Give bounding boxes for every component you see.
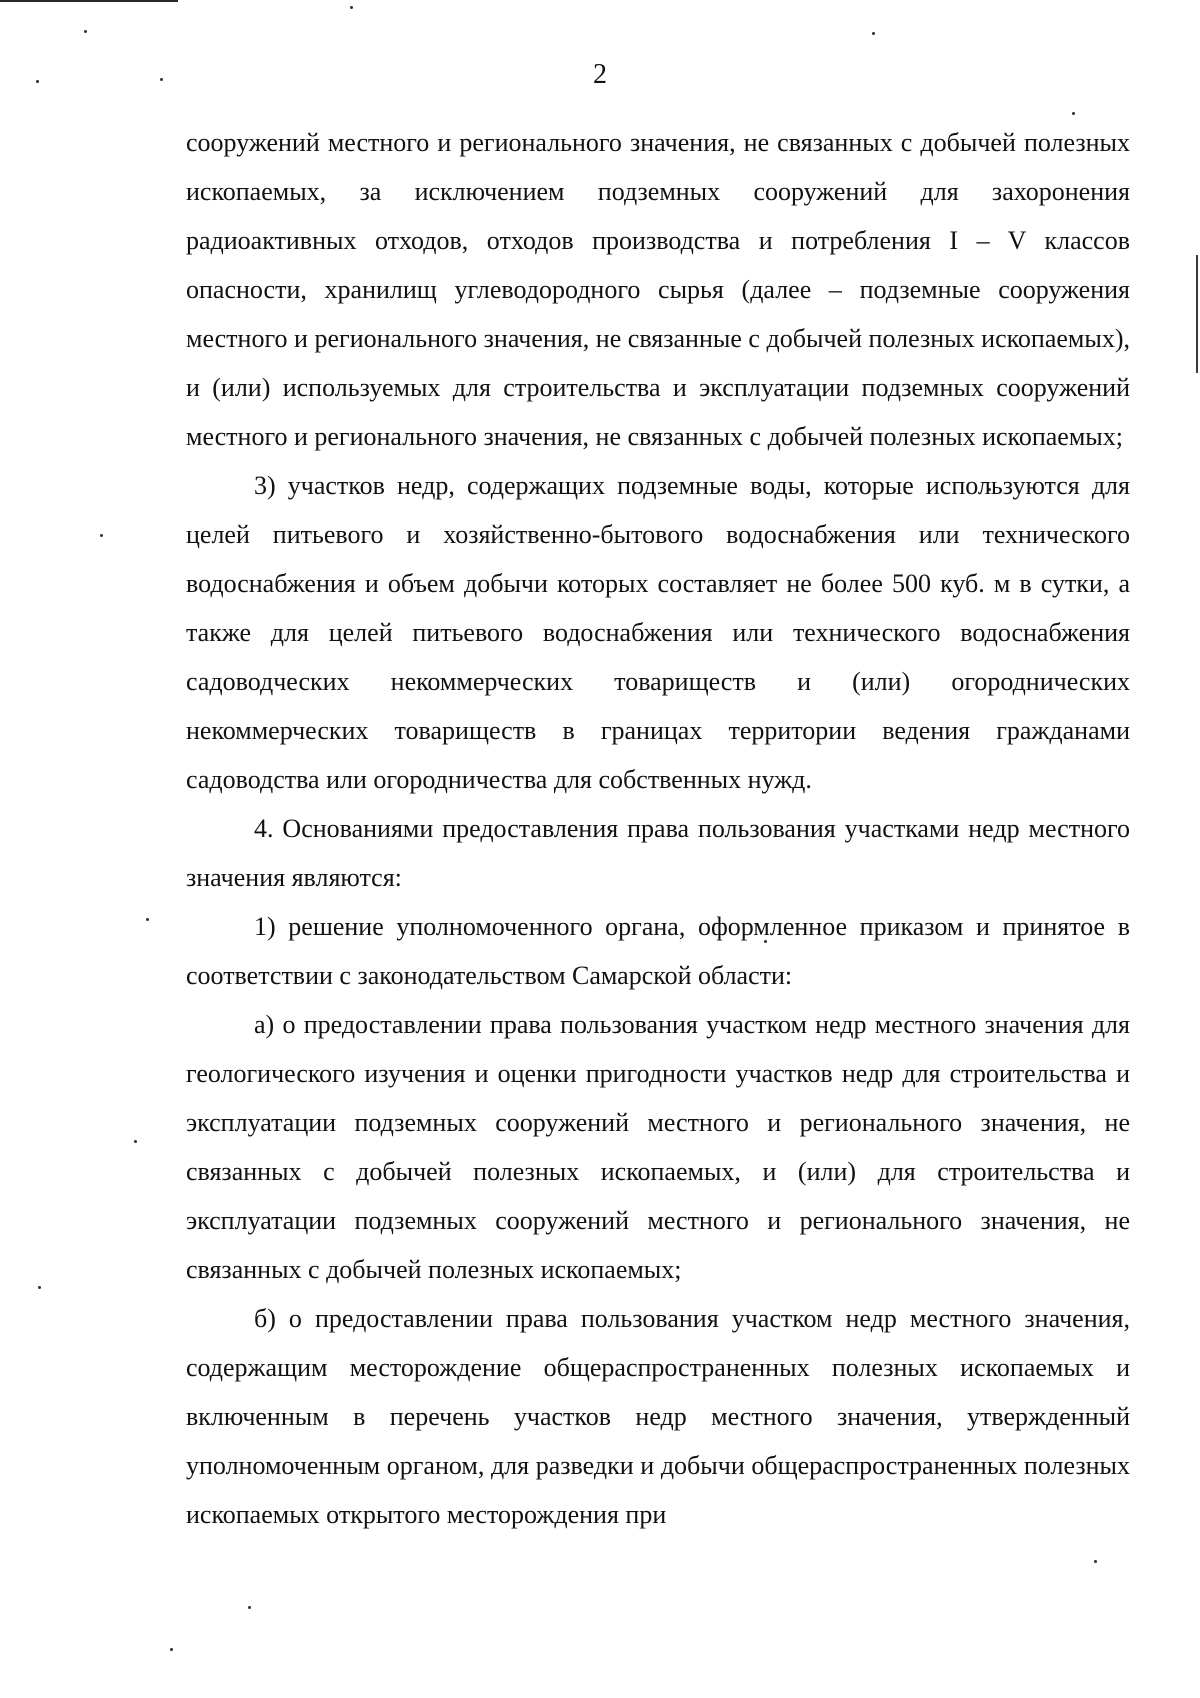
scan-speck <box>38 1286 41 1289</box>
paragraph-subitem-a: а) о предоставлении права пользования участком недр местного значения для геологического изучения и оценки пригодности участков недр для строительства и эксплуатации подземных сооружений местного и регионального значения, не связанных с добычей полезных ископаемых, и (или) для строительства и эксплуатации подземных сооружений местного и регионального значения, не связанных с добычей полезных ископаемых; <box>186 1010 1130 1284</box>
paragraph-item-1: 1) решение уполномоченного органа, оформленное приказом и принятое в соответствии с законодательством Самарской области: <box>186 912 1130 990</box>
scan-speck <box>248 1606 251 1609</box>
scan-speck <box>1072 112 1075 115</box>
paragraph-subitem-b: б) о предоставлении права пользования участком недр местного значения, содержащим месторождение общераспространенных полезных ископаемых и включенным в перечень участков недр местного значения, утвержденный уполномоченным органом, для разведки и добычи общераспространенных полезных ископаемых открытого месторождения при <box>186 1304 1130 1529</box>
scan-speck <box>84 30 87 33</box>
scan-speck <box>146 918 149 921</box>
scan-speck <box>872 32 875 35</box>
paragraph-item-3: 3) участков недр, содержащих подземные воды, которые используются для целей питьевого и хозяйственно-бытового водоснабжения или технического водоснабжения и объем добычи которых составляет не более 500 куб. м в сутки, а также для целей питьевого водоснабжения или технического водоснабжения садоводческих некоммерческих товариществ и (или) огороднических некоммерческих товариществ в границах территории ведения гражданами садоводства или огородничества для собственных нужд. <box>186 471 1130 794</box>
document-body <box>186 118 1130 1539</box>
page-number: 2 <box>593 59 607 90</box>
scan-edge-line <box>0 0 178 2</box>
scan-speck <box>100 534 103 537</box>
scan-edge-mark <box>1196 255 1198 373</box>
paragraph-section-4: 4. Основаниями предоставления права пользования участками недр местного значения являются: <box>186 814 1130 892</box>
scan-speck <box>1094 1560 1097 1563</box>
scan-speck <box>350 6 353 9</box>
scan-speck <box>170 1648 173 1651</box>
paragraph-continuation: сооружений местного и регионального значения, не связанных с добычей полезных ископаемых, за исключением подземных сооружений для захоронения радиоактивных отходов, отходов производства и потребления I – V классов опасности, хранилищ углеводородного сырья (далее – подземные сооружения местного и регионального значения, не связанные с добычей полезных ископаемых), и (или) используемых для строительства и эксплуатации подземных сооружений местного и регионального значения, не связанных с добычей полезных ископаемых; <box>186 128 1130 451</box>
scan-speck <box>134 1140 137 1143</box>
